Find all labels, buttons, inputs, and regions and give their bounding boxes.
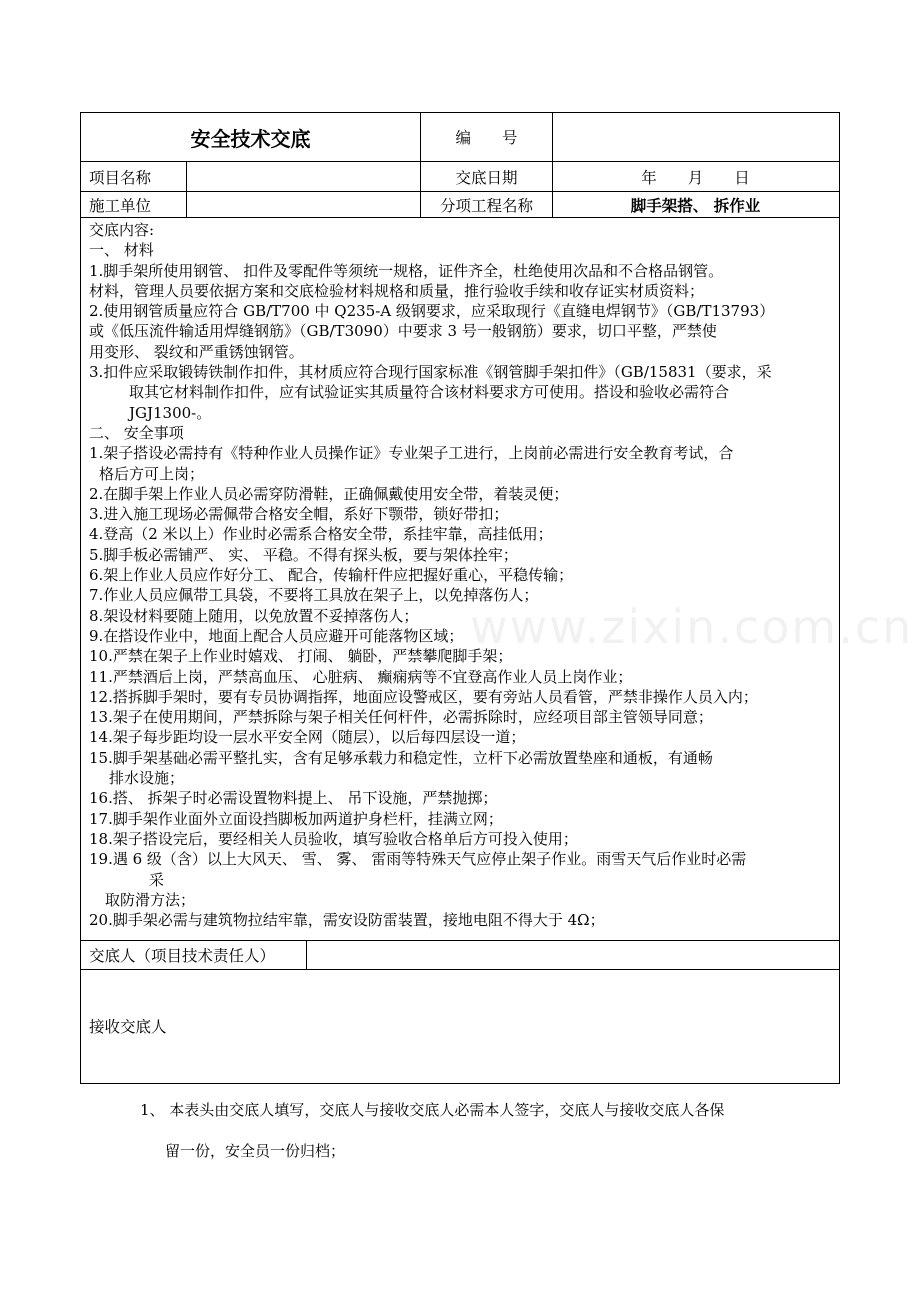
- number-value[interactable]: [553, 113, 838, 161]
- content-line: 材料，管理人员要依据方案和交底检验材料规格和质量，推行验收手续和收存证实材质资料；: [89, 281, 705, 300]
- subitem-label: 分项工程名称: [421, 192, 553, 217]
- disclosure-form: [80, 112, 840, 1084]
- content-line: 二、 安全事项: [89, 423, 184, 442]
- content-line: 交底内容:: [89, 221, 155, 239]
- form-title: 安全技术交底: [81, 113, 421, 161]
- content-line: 19.遇 6 级（含）以上大风天、 雪、 雾、 雷雨等特殊天气应停止架子作业。雨雪天气后作业时必需: [89, 850, 747, 869]
- footnote-line-2: 留一份，安全员一份归档；: [165, 1142, 346, 1160]
- content-line: 15.脚手架基础必需平整扎实，含有足够承载力和稳定性，立杆下必需放置垫座和通板，有通畅: [89, 748, 713, 767]
- content-line: 取防滑方法；: [105, 890, 196, 909]
- content-line: 17.脚手架作业面外立面设挡脚板加两道护身栏杆，挂满立网；: [89, 809, 503, 828]
- content-line: 14.架子每步距均设一层水平安全网（随层），以后每四层设一道；: [89, 728, 526, 747]
- content-line: 8.架设材料要随上随用，以免放置不妥掉落伤人；: [89, 606, 419, 625]
- number-label: 编 号: [421, 113, 553, 161]
- content-line: 7.作业人员应佩带工具袋，不要将工具放在架子上，以免掉落伤人；: [89, 586, 539, 605]
- content-line: 5.脚手板必需铺严、 实、 平稳。不得有探头板，要与架体拴牢；: [89, 545, 518, 564]
- header-row-title: [80, 112, 840, 161]
- date-value[interactable]: 年 月 日: [641, 168, 750, 187]
- discloser-signature[interactable]: [307, 941, 838, 969]
- header-row-unit: [80, 191, 840, 217]
- content-line: 用变形、 裂纹和严重锈蚀钢管。: [89, 342, 304, 361]
- project-name-value[interactable]: [187, 162, 421, 191]
- content-line: 2.使用钢管质量应符合 GB/T700 中 Q235-A 级钢要求，应采取现行《直缝电焊钢节》（GB/T13793）: [89, 302, 775, 321]
- footnote-line-1: 1、 本表头由交底人填写，交底人与接收交底人必需本人签字，交底人与接收交底人各保: [140, 1101, 725, 1119]
- header-row-project: [80, 161, 840, 191]
- content-line: 16.搭、 拆架子时必需设置物料提上、 吊下设施，严禁抛掷；: [89, 789, 498, 808]
- content-line: 13.架子在使用期间，严禁拆除与架子相关任何杆件，必需拆除时，应经项目部主管领导同意；: [89, 708, 713, 727]
- project-name-label: 项目名称: [81, 162, 187, 191]
- watermark: www.zixin.com.cn: [470, 600, 914, 654]
- content-line: 1.架子搭设必需持有《特种作业人员操作证》专业架子工进行，上岗前必需进行安全教育考试，合: [89, 444, 734, 463]
- receiver-label: 接收交底人: [89, 1018, 167, 1036]
- content-line: 1.脚手架所使用钢管、 扣件及零配件等须统一规格，证件齐全，杜绝使用次品和不合格品钢管。: [89, 261, 724, 280]
- unit-value[interactable]: [187, 192, 421, 217]
- content-line: 排水设施；: [109, 769, 185, 788]
- content-line: 采: [149, 870, 165, 889]
- content-line: 取其它材料制作扣件，应有试验证实其质量符合该材料要求方可使用。搭设和验收必需符合: [129, 383, 730, 402]
- unit-label: 施工单位: [81, 192, 187, 217]
- content-line: 格后方可上岗；: [99, 464, 205, 483]
- discloser-label: 交底人（项目技术责任人）: [81, 941, 307, 969]
- content-line: 20.脚手架必需与建筑物拉结牢靠，需安设防雷装置，接地电阻不得大于 4Ω；: [89, 911, 605, 930]
- content-line: JGJ1300-。: [129, 403, 212, 422]
- subitem-value: 脚手架搭、 拆作业: [630, 195, 761, 215]
- content-line: 6.架上作业人员应作好分工、 配合，传输杆件应把握好重心，平稳传输；: [89, 566, 574, 585]
- content-line: 2.在脚手架上作业人员必需穿防滑鞋，正确佩戴使用安全带，着装灵便；: [89, 484, 569, 503]
- content-line: 3.扣件应采取锻铸铁制作扣件，其材质应符合现行国家标准《钢管脚手架扣件》（GB/15831（要求，采: [89, 363, 772, 382]
- content-line: 18.架子搭设完后，要经相关人员验收，填写验收合格单后方可投入使用；: [89, 829, 578, 848]
- content-line: 11.严禁酒后上岗，严禁高血压、 心脏病、 癫痫病等不宜登高作业人员上岗作业；: [89, 667, 633, 686]
- content-line: 10.严禁在架子上作业时嬉戏、 打闹、 躺卧，严禁攀爬脚手架；: [89, 647, 513, 666]
- content-line: 12.搭拆脚手架时，要有专员协调指挥，地面应设警戒区，要有旁站人员看管，严禁非操作人员入内；: [89, 687, 758, 706]
- content-line: 或《低压流件输适用焊缝钢筋》（GB/T3090）中要求 3 号一般钢筋）要求，切口平整，严禁使: [89, 322, 717, 341]
- content-line: 4.登高（2 米以上）作业时必需系合格安全带，系挂牢靠，高挂低用；: [89, 525, 553, 544]
- content-line: 3.进入施工现场必需佩带合格安全帽，系好下颚带，锁好带扣；: [89, 505, 509, 524]
- receiver-box[interactable]: [80, 969, 840, 1084]
- content-line: 9.在搭设作业中，地面上配合人员应避开可能落物区域；: [89, 626, 464, 645]
- discloser-row: [80, 940, 840, 969]
- date-label: 交底日期: [421, 162, 553, 191]
- content-line: 一、 材料: [89, 241, 154, 260]
- disclosure-content: [80, 217, 840, 940]
